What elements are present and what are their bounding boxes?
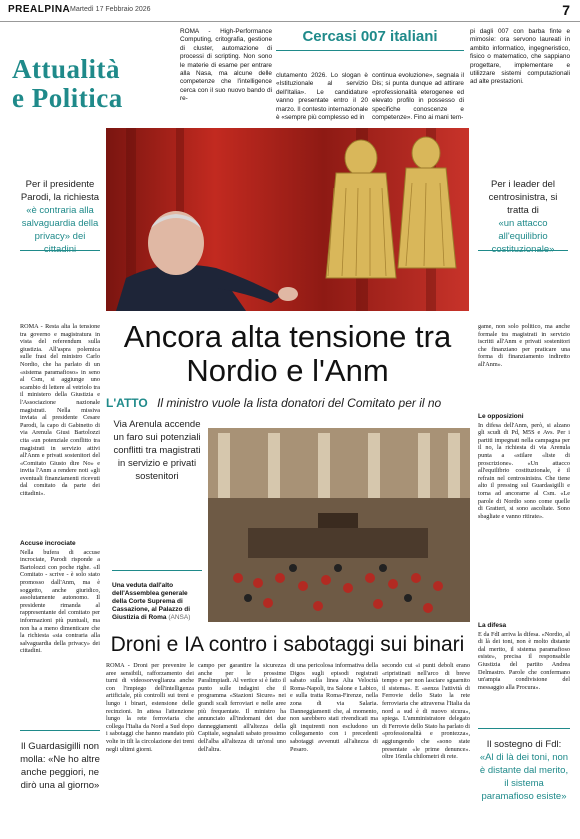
article-col-right-3: La difesa E da FdI arriva la difesa. «Nordio, al di là dei toni, non è molto distante dal merito, il sistema paramafioso esiste», precisa il responsabile Giustizia del partito Andrea Delmastro. Parole che confermano un'ampia condivisione del messaggio alla Procura». [478, 622, 570, 691]
pull-quote-arenula: Via Arenula accende un faro sui potenziali conflitti tra magistrati in servizio e privati sostenitori [113, 419, 201, 482]
pull-quote-parodi: Per il presidente Parodi, la richiesta «è contraria alla salvaguardia della privacy» dei [20, 179, 100, 242]
second-article-col2: campo per garantire la sicurezza anche per le prossime Paralimpiadi. Al vertice si è fatto il punto sulle indagini che il programma «Stazioni Sicure» nei grandi scali ferroviari e nelle aree più frequentate. Il ministro ha annunciato all'indomani dei due danneggiamenti all'altezza della Capitale, segnalati sabato prossimo dell'alba all'altezza di un'oral uno dell'altra. [198, 662, 286, 753]
masthead [0, 0, 580, 22]
kicker-deck: Il ministro vuole la lista donatori del Comitato per il no [157, 396, 442, 410]
top-article-col3: continua evoluzione», segnala il Dis; si punta dunque ad attirare «professionalità eterogenee ed elevato profilo in possesso di specifiche conoscenze e competenze». Fino ai mani tem- [372, 72, 464, 122]
quote-rule [112, 570, 202, 571]
article-col-right-2: Le opposizioni In difesa dell'Anm, però, si alzano gli scudi di Pd, M5S e Avs. Per i partiti impegnati nella campagna per il no, la richiesta di via Arenula punta a «stilare «liste di proscrizione». «Un attacco all'equilibrio costituzionale, è il refrain nel centrosinistra. Che tiene alto il pressing sul Guardasigilli e torna ad ancorarne al Csm. «Le parole di Nordio sono come quelle di Gratteri, si sono ascoltate. Sono sbagliate e vanno ritirate». [478, 413, 570, 520]
newspaper-brand: PREALPINA [8, 4, 71, 15]
photo-cassazione-image [208, 428, 470, 622]
subhead-difesa: La difesa [478, 622, 507, 629]
top-article-title: Cercasi 007 italiani [302, 28, 438, 45]
top-article-col2: clutamento 2026. Lo slogan è «Istituzionale al servizio dell'Italia». Le candidature vanno presentate entro il 20 marzo. Il contesto internazionale è «sempre più complesso ed in [276, 72, 369, 122]
top-article-col4: pi dagli 007 con barba finte e mimosìe: ora servono laureati in ambito informatico, ingegneristico, fisico o matematico, che sappiano progettare, implementare e utilizzare sistemi computazionali ad alte prestazioni. [470, 28, 570, 86]
photo-nordio-image [106, 128, 469, 311]
photo-credit: (ANSA) [168, 614, 191, 621]
article-col-right: game, non solo politico, ma anche formale tra magistrati in servizio iscritti all'Anm e privati sostenitori che finanziano per praticare una forma di finanziamento indiretto all'Anm». [478, 323, 570, 368]
quote-rule [478, 250, 568, 251]
second-article-col3: di una pericolosa informativa della Digos sugli episodi registrati sabato sulla linea Alta Velocità Roma-Napoli, tra Salone e Labico, e sulla tratta Roma-Firenze, nella zona di via Salaria. Danneggiamenti che, al momento, non sarebbero stati rivendicati ma gli inquirenti non escludono un collegamento con i precedenti sabotaggi avvenuti all'altezza di Pesaro. [290, 662, 378, 753]
second-article-col1: ROMA - Droni per prevenire le aree sensibili, rafforzamento dei turni di videosorveglianza anche con l'impiego dell'intelligenza artificiale, più controlli sui treni e lungo i binari, estensione delle recinzioni. In attesa l'attenzione lungo la rete ferroviaria che collega l'Italia da Nord a Sud dopo i sabotaggi che hanno mandato più volte in tilt la circolazione dei treni negli ultimi giorni. [106, 662, 194, 753]
kicker-label: L'ATTO [106, 396, 148, 410]
second-article-col4: secondo cui «i punti deboli erano «ripristinati nell'arco di breve tempo e per non lasciare sguarnito il sistema». E «senza l'attività di Ferrovie dello Stato la rete ferroviaria che attraversa l'Italia da nord a sud è di nuovo sicura», spiega. L'amministratore delegato di Ferrovie dello Stato ha parlato di «professionalità e prontezza», aggiungendo che «sono state presentate «le prime denunce». oltre 16mila chilometri di rete. [382, 662, 470, 761]
quote-rule [478, 728, 570, 729]
quote-rule [20, 250, 100, 251]
teaser-rule [276, 50, 464, 51]
section-title: Attualità e Politica [12, 54, 123, 113]
pull-quote-guardasigilli: Il Guardasigilli non molla: «Ne ho altre anche peggiori, ne dirò una al giorno» [20, 741, 100, 791]
top-article-col1: ROMA - High-Performance Computing, critografia, gestione di cluster, automazione di processi di scripting. Non sono le materie di esame per entrare alla Nasa, ma alcune delle competenze che l'intelligence cerca con il suo nuovo bando di re- [180, 28, 272, 103]
issue-date: Martedì 17 Febbraio 2026 [70, 6, 151, 13]
second-headline: Droni e IA contro i sabotaggi sui binari [110, 633, 465, 656]
article-col-left: ROMA - Resta alta la tensione tra governo e magistratura in vista del referendum sulla giustizia. All'aspra polemica sulle frasi del ministro Carlo Nordio, che ha parlato di un «sistema paramafioso» in seno al Csm, si aggiunge uno scambio di lettere al vetriolo tra il ministero della Giustizia e l'Associazione nazionale magistrati. Nella missiva inviata al presidente Cesare Parodi, la capo di Gabinetto di via Arenula Giusi Bartolozzi cita «un potenziale conflitto tra magistrati in servizio attivi all'Anm e privati sostenitori del «Comitato Giusto dire No» e invita l'Anm a rendere noti «gli eventuali finanziamenti ricevuti dal comitato da parte dei cittadini». [20, 323, 100, 498]
main-kicker [106, 396, 469, 410]
photo-nordio [106, 128, 469, 311]
quote-rule [20, 730, 100, 731]
article-col-left-2: Accuse incrociate Nella bufera di accuse incrociate, Parodi risponde a Bartolozzi con poche righe. «Il Comitato - scrive - è solo stato promosso dall'Anm, ma è soggetto, anche giuridico, assolutamente autonomo. Il presidente rimanda al rappresentante del comitato per informazioni più puntuali, ma non ha a meno dimenticare che la richiesta «sia contraria alla salvaguardia della privacy» dei cittadini. [20, 540, 100, 655]
main-headline: Ancora alta tensione tra Nordio e l'Anm [123, 319, 452, 388]
subhead-opposizioni: Le opposizioni [478, 413, 524, 420]
subhead-accuse: Accuse incrociate [20, 540, 76, 547]
page-number: 7 [562, 2, 570, 18]
pull-quote-centrosinistra: Per i leader del centrosinistra, si tratta di «un attacco all'equilibrio [488, 179, 558, 242]
photo-cassazione [208, 428, 470, 622]
photo-caption: Una veduta dall'alto dell'Assemblea generale della Corte Suprema di Cassazione, al Palazzo di Giustizia di Roma (ANSA) [112, 582, 191, 621]
pull-quote-fdi: Il sostegno di Fdl: «Al di là dei toni, non è distante dal merito, il sistema paramafioso esiste» [479, 739, 569, 802]
